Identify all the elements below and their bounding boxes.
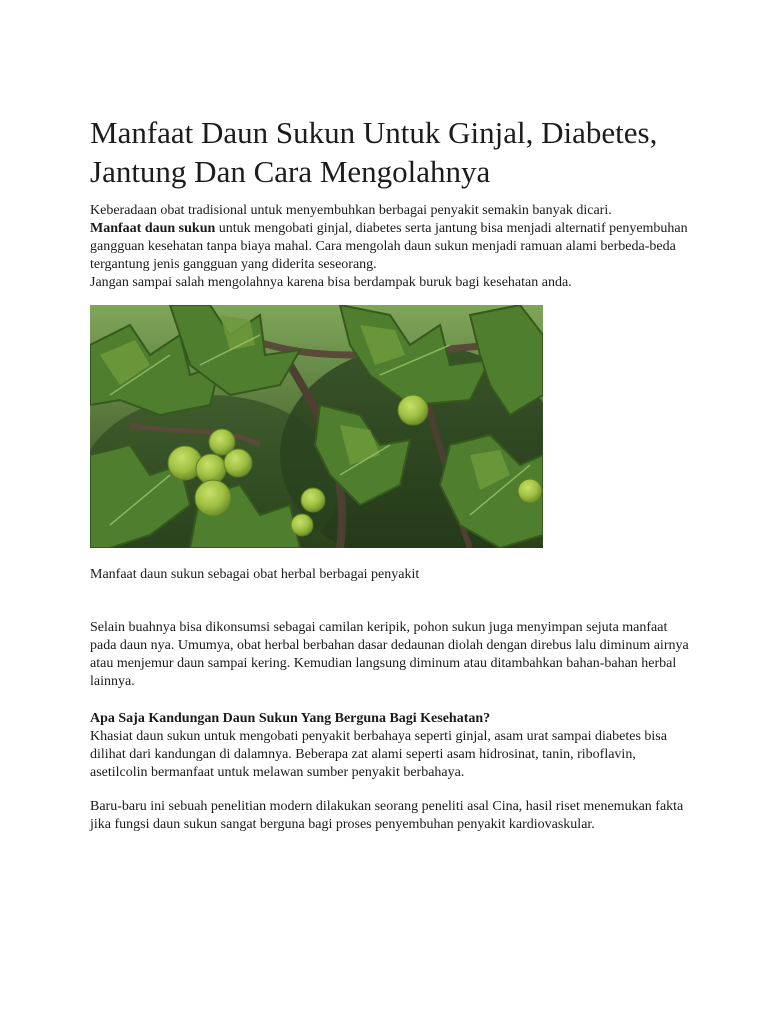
image-caption: Manfaat daun sukun sebagai obat herbal berbagai penyakit xyxy=(90,567,420,582)
paragraph-2 xyxy=(90,798,690,834)
intro-sentence-2: untuk mengobati ginjal, diabetes serta jantung bisa menjadi alternatif penyembuhan gangguan kesehatan tanpa biaya mahal. Cara mengolah daun sukun menjadi ramuan alami berbeda-beda tergantung jenis gangguan yang diderita seseorang. xyxy=(90,221,688,272)
intro-bold-keyword: Manfaat daun sukun xyxy=(90,221,216,236)
paragraph-1-text: Selain buahnya bisa dikonsumsi sebagai camilan keripik, pohon sukun juga menyimpan sejuta manfaat pada daun nya. Umumya, obat herbal berbahan dasar dedaunan diolah dengan direbus lalu diminum airnya atau menjemur daun sampai kering. Kemudian langsung diminum atau ditambahkan bahan-bahan herbal lainnya. xyxy=(90,620,689,689)
breadfruit-photo xyxy=(90,305,543,548)
intro-paragraph xyxy=(90,202,690,292)
section-heading: Apa Saja Kandungan Daun Sukun Yang Berguna Bagi Kesehatan? xyxy=(90,711,491,726)
section-text: Khasiat daun sukun untuk mengobati penyakit berbahaya seperti ginjal, asam urat sampai diabetes bisa dilihat dari kandungan di dalamnya. Beberapa zat alami seperti asam hidrosinat, tanin, riboflavin, asetilcolin bermanfaat untuk melawan sumber penyakit berbahaya. xyxy=(90,729,667,780)
paragraph-1 xyxy=(90,619,690,691)
paragraph-2-text: Baru-baru ini sebuah penelitian modern dilakukan seorang peneliti asal Cina, hasil riset menemukan fakta jika fungsi daun sukun sangat berguna bagi proses penyembuhan penyakit kardiovaskular. xyxy=(90,799,684,832)
intro-sentence-3: Jangan sampai salah mengolahnya karena bisa berdampak buruk bagi kesehatan anda. xyxy=(90,275,572,290)
breadfruit-tree-image xyxy=(90,305,543,548)
article-title: Manfaat Daun Sukun Untuk Ginjal, Diabetes, Jantung Dan Cara Mengolahnya xyxy=(90,115,658,189)
intro-text xyxy=(90,202,690,292)
intro-sentence-1: Keberadaan obat tradisional untuk menyembuhkan berbagai penyakit semakin banyak dicari. xyxy=(90,203,612,218)
section-kandungan xyxy=(90,710,690,782)
